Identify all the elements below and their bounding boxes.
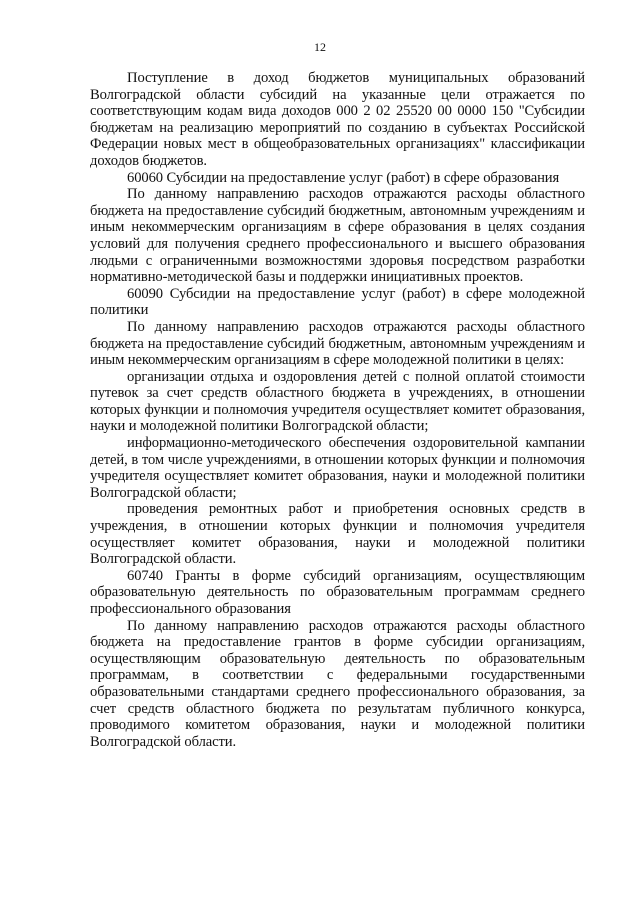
document-body (90, 70, 585, 750)
list-item-recreation: организации отдыха и оздоровления детей с полной оплатой стоимости путевок за счет средств областного бюджета в учреждениях, в отношении которых функции и полномочия учредителя осуществляет комитет образования, науки и молодежной политики Волгоградской области; (90, 368, 585, 435)
paragraph-60090-description: По данному направлению расходов отражаются расходы областного бюджета на предоставление субсидий бюджетным, автономным учреждениям и иным некоммерческим организациям в сфере молодежной политики в целях: (90, 318, 585, 369)
heading-60740: 60740 Гранты в форме субсидий организациям, осуществляющим образовательную деятельность по образовательным программам среднего профессионального образования (90, 567, 585, 617)
heading-60060: 60060 Субсидии на предоставление услуг (работ) в сфере образования (127, 169, 560, 186)
list-item-repairs: проведения ремонтных работ и приобретения основных средств в учреждения, в отношении которых функции и полномочия учредителя осуществляет комитет образования, науки и молодежной политики Волгоградской области. (90, 501, 585, 568)
paragraph-revenue-subsidies: Поступление в доход бюджетов муниципальных образований Волгоградской области субсидий на указанные цели отражается по соответствующим кодам вида доходов 000 2 02 25520 00 0000 150 "Субсидии бюджетам на реализацию мероприятий по созданию в субъектах Российской Федерации новых мест в общеобразовательных организациях" классификации доходов бюджетов. (90, 70, 585, 169)
paragraph-60060-description: По данному направлению расходов отражаются расходы областного бюджета на предоставление субсидий бюджетным, автономным учреждениям и иным некоммерческим организациям в сфере образования в целях создания условий для получения среднего профессионального и высшего образования людьми с ограниченными возможностями здоровья посредством разработки нормативно-методической базы и поддержки инициативных проектов. (90, 186, 585, 286)
list-item-methodological-support: информационно-методического обеспечения оздоровительной кампании детей, в том числе учреждениями, в отношении которых функции и полномочия учредителя осуществляет комитет образования, науки и молодежной политики Волгоградской области; (90, 435, 585, 501)
paragraph-60740-description: По данному направлению расходов отражаются расходы областного бюджета на предоставление грантов в форме субсидии организациям, осуществляющим образовательную деятельность по образовательным программам, в соответствии с федеральными государственными образовательными стандартами среднего профессионального образования, за счет средств областного бюджета по результатам публичного конкурса, проводимого комитетом образования, науки и молодежной политики Волгоградской области. (90, 617, 585, 750)
heading-60090: 60090 Субсидии на предоставление услуг (работ) в сфере молодежной политики (90, 285, 585, 319)
page-number: 12 (314, 40, 326, 54)
